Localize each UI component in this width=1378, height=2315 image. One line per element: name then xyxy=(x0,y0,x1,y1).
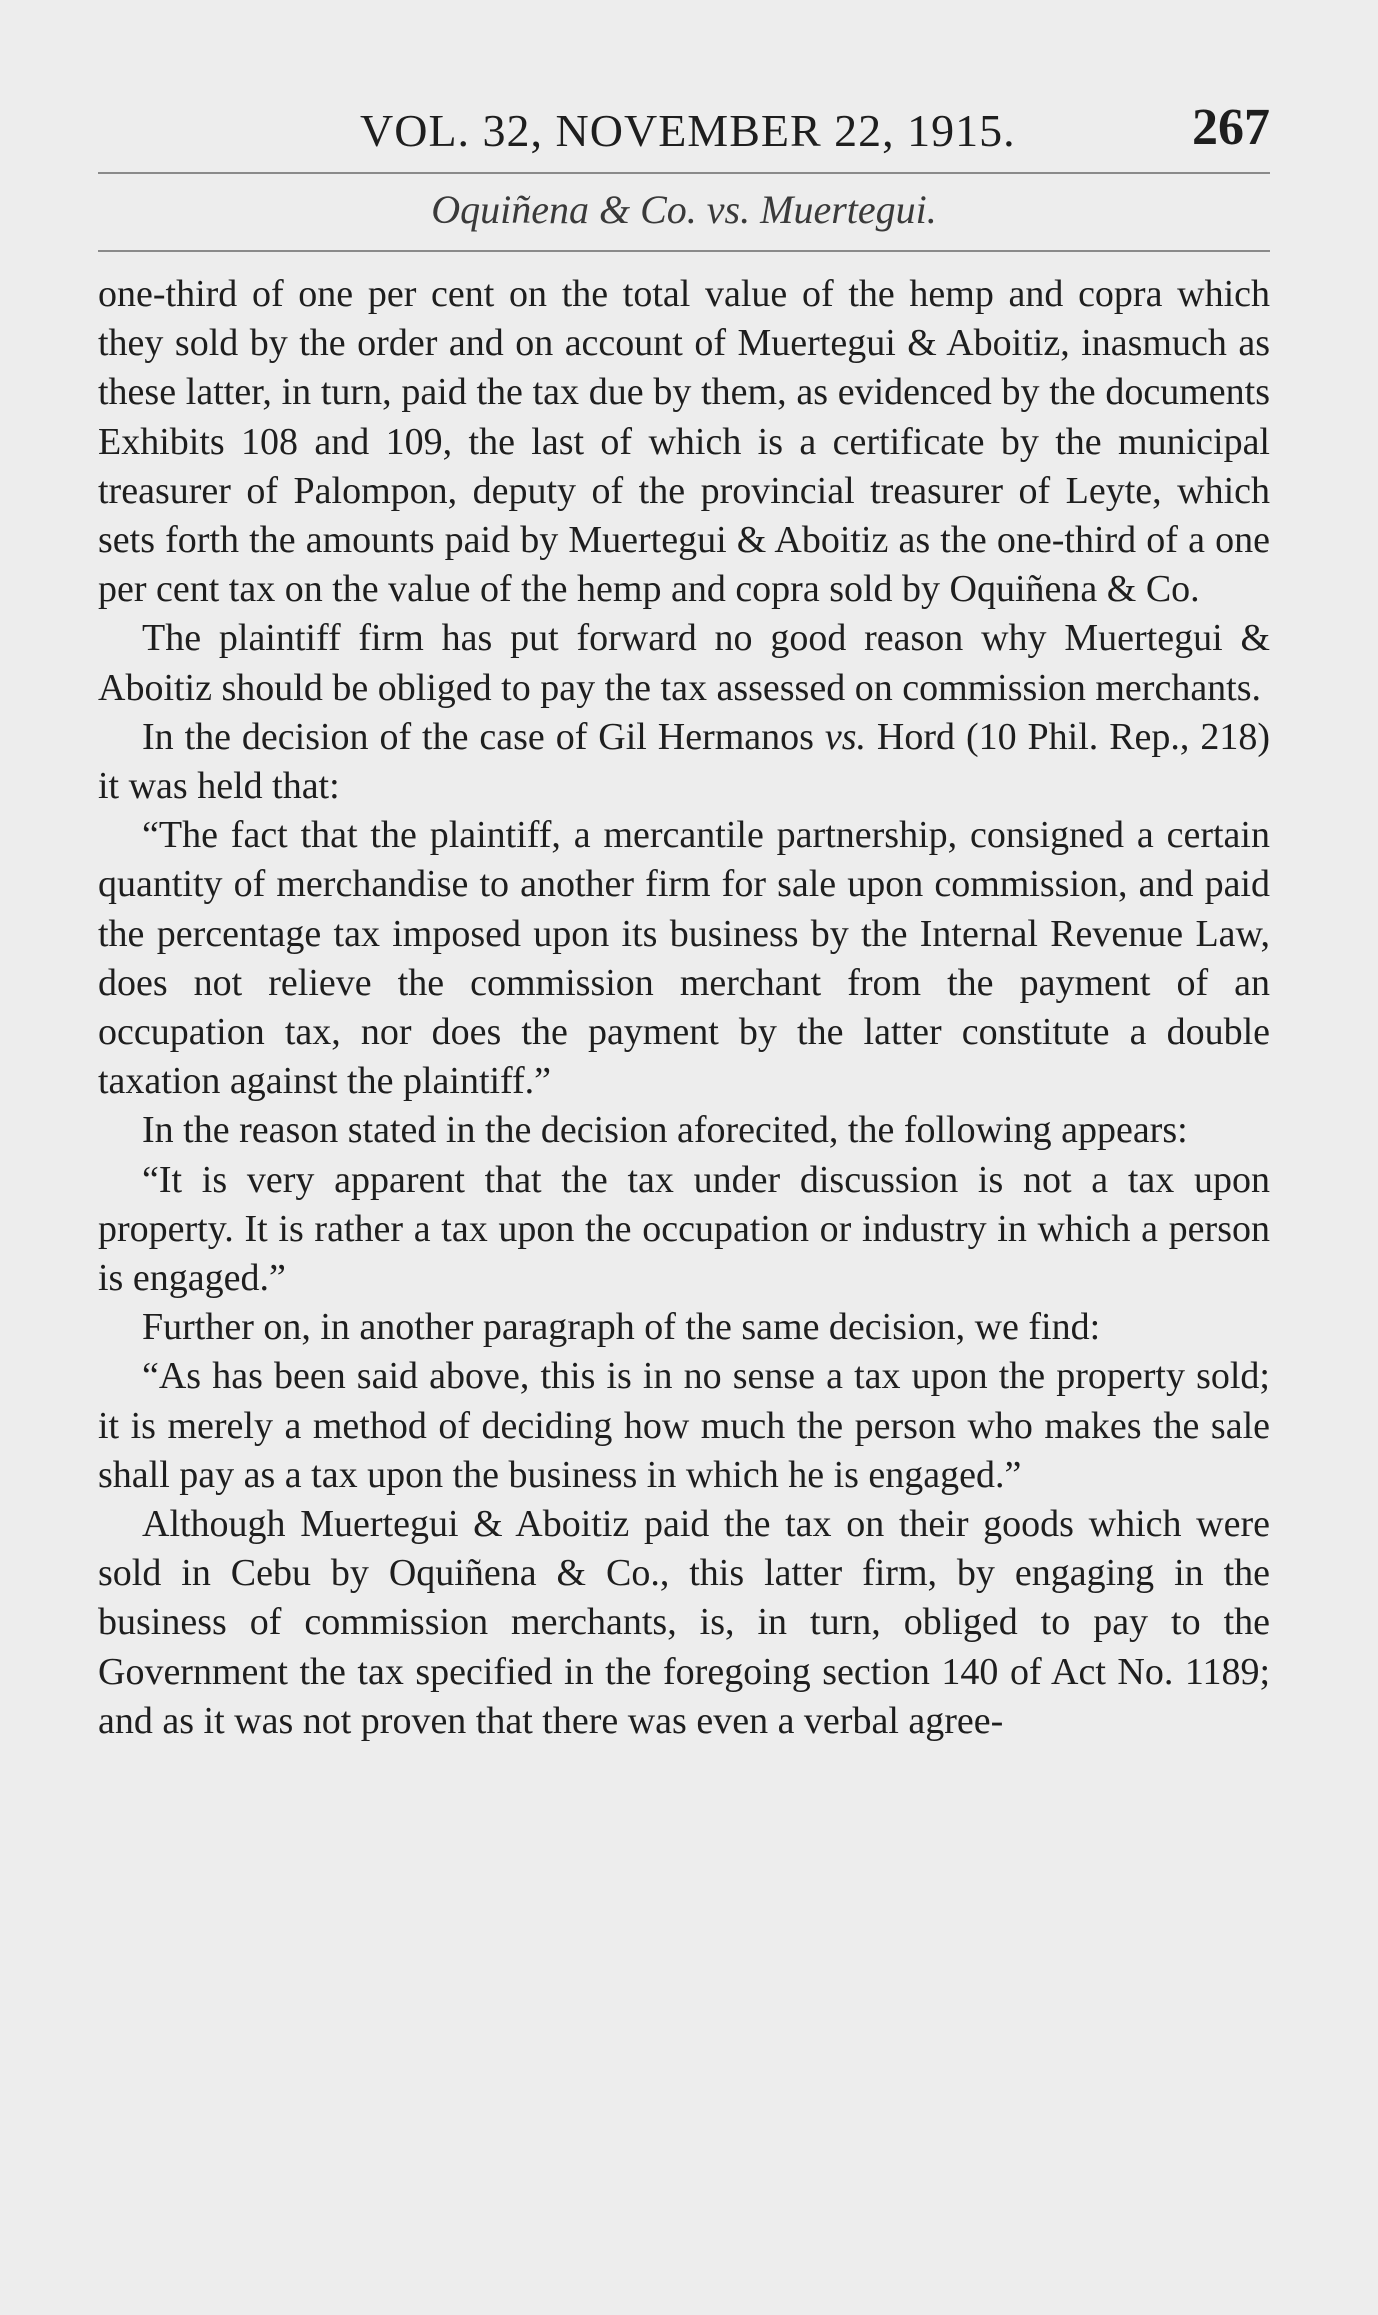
caption-party-b: Muertegui. xyxy=(760,187,937,232)
caption-vs: vs. xyxy=(706,187,751,232)
paragraph: one-third of one per cent on the total value of the hemp and copra which they sold by the order and on account of Muertegui & Aboitiz, inasmuch as these latter, in turn, paid the tax due by them, as evidenced by the documents Exhibits 108 and 109, the last of which is a certificate by the municipal treasurer of Palompon, deputy of the provincial treasurer of Leyte, which sets forth the amounts paid by Muertegui & Aboitiz as the one-third of a one per cent tax on the value of the hemp and copra sold by Oquiñena & Co. xyxy=(98,273,1270,611)
caption-rule xyxy=(98,250,1270,252)
case-caption xyxy=(98,186,1270,233)
paragraph: The plaintiff firm has put forward no good reason why Muertegui & Aboitiz should be obliged to pay the tax assessed on commission merchants. xyxy=(98,617,1270,709)
paragraph-text: In the decision of the case of Gil Hermanos xyxy=(142,715,825,758)
header-rule xyxy=(98,172,1270,174)
paragraph xyxy=(98,713,1270,811)
quoted-paragraph: “It is very apparent that the tax under discussion is not a tax upon property. It is rather a tax upon the occupation or industry in which a person is engaged.” xyxy=(98,1158,1270,1300)
quoted-paragraph: “As has been said above, this is in no sense a tax upon the property sold; it is merely a method of deciding how much the person who makes the sale shall pay as a tax upon the business in which he is engaged.” xyxy=(98,1355,1270,1496)
quoted-paragraph: “The fact that the plaintiff, a mercantile partnership, consigned a certain quantity of merchandise to another firm for sale upon commission, and paid the percentage tax imposed upon its business by the Internal Revenue Law, does not relieve the commission merchant from the payment of an occupation tax, nor does the payment by the latter constitute a double taxation against the plaintiff.” xyxy=(98,814,1270,1103)
paragraph-vs: vs. xyxy=(824,715,867,758)
running-title: VOL. 32, NOVEMBER 22, 1915. xyxy=(360,105,1016,156)
paragraph: In the reason stated in the decision aforecited, the following appears: xyxy=(142,1109,1188,1152)
paragraph-text: Hord (10 Phil. Rep., 218) it was held that: xyxy=(98,715,1270,808)
caption-party-a: Oquiñena & Co. xyxy=(431,187,697,232)
paragraph: Although Muertegui & Aboitiz paid the tax on their goods which were sold in Cebu by Oquiñena & Co., this latter firm, by engaging in the business of commission merchants, is, in turn, obliged to pay to the Government the tax specified in the foregoing section 140 of Act No. 1189; and as it was not proven that there was even a verbal agree- xyxy=(98,1503,1270,1742)
page-number: 267 xyxy=(1192,99,1270,156)
body-text xyxy=(98,270,1270,1746)
page-header xyxy=(98,98,1270,168)
paragraph: Further on, in another paragraph of the same decision, we find: xyxy=(142,1306,1101,1349)
